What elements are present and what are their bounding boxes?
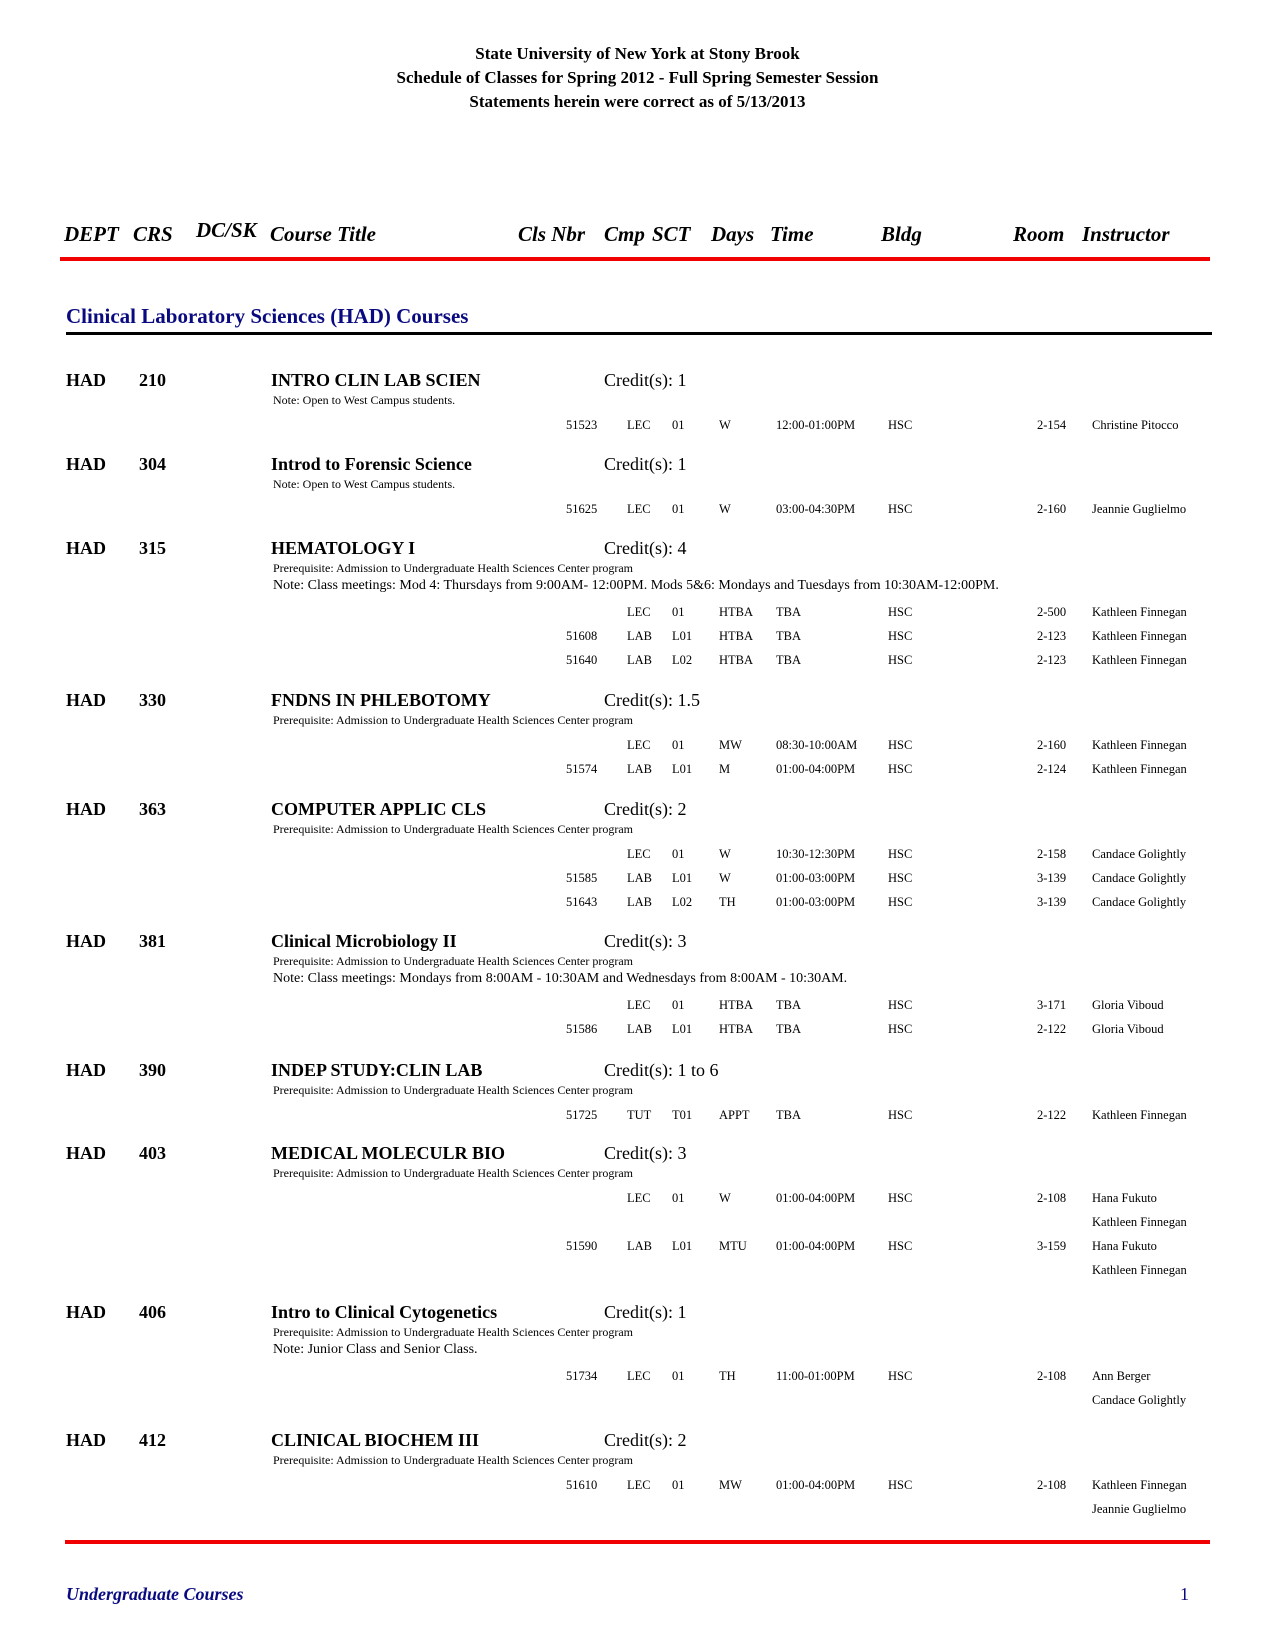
- course-prerequisite: Prerequisite: Admission to Undergraduate Health Sciences Center program: [273, 713, 634, 727]
- class-number: 51734: [566, 1369, 598, 1383]
- instructor-secondary: Kathleen Finnegan: [1092, 1215, 1187, 1229]
- footer-label: Undergraduate Courses: [66, 1584, 244, 1604]
- building: HSC: [888, 629, 913, 643]
- col-dcsk: DC/SK: [196, 218, 257, 242]
- course-prerequisite: Prerequisite: Admission to Undergraduate Health Sciences Center program: [273, 1453, 634, 1467]
- room: 2-108: [1037, 1369, 1067, 1383]
- instructor: Candace Golightly: [1092, 871, 1187, 885]
- class-number: 51585: [566, 871, 598, 885]
- time: TBA: [776, 1108, 801, 1122]
- instructor: Kathleen Finnegan: [1092, 762, 1187, 776]
- section-code: L02: [672, 653, 693, 667]
- course-dept: HAD: [66, 1143, 106, 1163]
- building: HSC: [888, 1478, 913, 1492]
- component: LEC: [627, 738, 651, 752]
- room: 2-124: [1037, 762, 1067, 776]
- course-number: 381: [139, 931, 166, 951]
- section-code: L01: [672, 1239, 693, 1253]
- building: HSC: [888, 871, 913, 885]
- building: HSC: [888, 1108, 913, 1122]
- building: HSC: [888, 1022, 913, 1036]
- course-title: HEMATOLOGY I: [271, 538, 416, 558]
- course-title: Introd to Forensic Science: [271, 454, 472, 474]
- course-title: Intro to Clinical Cytogenetics: [271, 1302, 498, 1322]
- course-prerequisite: Note: Open to West Campus students.: [273, 393, 456, 407]
- time: 01:00-04:00PM: [776, 1478, 856, 1492]
- component: TUT: [627, 1108, 652, 1122]
- section-code: L01: [672, 762, 693, 776]
- days: MW: [719, 738, 742, 752]
- time: TBA: [776, 605, 801, 619]
- instructor-secondary: Kathleen Finnegan: [1092, 1263, 1187, 1277]
- instructor: Kathleen Finnegan: [1092, 738, 1187, 752]
- course-prerequisite: Prerequisite: Admission to Undergraduate Health Sciences Center program: [273, 1083, 634, 1097]
- class-number: 51725: [566, 1108, 598, 1122]
- class-number: 51590: [566, 1239, 598, 1253]
- instructor: Gloria Viboud: [1092, 998, 1164, 1012]
- course-credits: Credit(s): 1: [604, 1302, 687, 1322]
- col-crs: CRS: [133, 222, 173, 246]
- component: LEC: [627, 1478, 651, 1492]
- course-prerequisite: Prerequisite: Admission to Undergraduate Health Sciences Center program: [273, 822, 634, 836]
- course-credits: Credit(s): 1: [604, 454, 687, 474]
- course-prerequisite: Prerequisite: Admission to Undergraduate Health Sciences Center program: [273, 1166, 634, 1180]
- col-cmp: Cmp: [604, 222, 645, 246]
- col-dept: DEPT: [64, 222, 119, 246]
- col-room: Room: [1013, 222, 1065, 246]
- building: HSC: [888, 1369, 913, 1383]
- class-number: 51643: [566, 895, 598, 909]
- days: HTBA: [719, 998, 754, 1012]
- class-number: 51586: [566, 1022, 598, 1036]
- course-title: INDEP STUDY:CLIN LAB: [271, 1060, 483, 1080]
- component: LAB: [627, 629, 652, 643]
- section-code: 01: [672, 998, 685, 1012]
- col-bldg: Bldg: [881, 222, 922, 246]
- instructor: Christine Pitocco: [1092, 418, 1179, 432]
- section-code: L01: [672, 871, 693, 885]
- building: HSC: [888, 738, 913, 752]
- time: 10:30-12:30PM: [776, 847, 856, 861]
- room: 2-122: [1037, 1022, 1067, 1036]
- course-number: 304: [139, 454, 166, 474]
- course-number: 210: [139, 370, 166, 390]
- component: LAB: [627, 895, 652, 909]
- days: HTBA: [719, 605, 754, 619]
- course-title: MEDICAL MOLECULR BIO: [271, 1143, 506, 1163]
- room: 2-108: [1037, 1191, 1067, 1205]
- instructor: Kathleen Finnegan: [1092, 605, 1187, 619]
- instructor: Jeannie Guglielmo: [1092, 502, 1187, 516]
- building: HSC: [888, 1239, 913, 1253]
- course-dept: HAD: [66, 690, 106, 710]
- days: W: [719, 847, 731, 861]
- days: MW: [719, 1478, 742, 1492]
- course-dept: HAD: [66, 370, 106, 390]
- time: 01:00-03:00PM: [776, 871, 856, 885]
- room: 2-123: [1037, 653, 1067, 667]
- component: LEC: [627, 847, 651, 861]
- class-number: 51608: [566, 629, 598, 643]
- days: M: [719, 762, 731, 776]
- course-number: 363: [139, 799, 166, 819]
- page-number: 1: [1180, 1584, 1189, 1604]
- course-title: COMPUTER APPLIC CLS: [271, 799, 487, 819]
- footer-divider-red: [65, 1540, 1210, 1544]
- course-number: 406: [139, 1302, 166, 1322]
- course-number: 412: [139, 1430, 166, 1450]
- component: LEC: [627, 418, 651, 432]
- component: LAB: [627, 871, 652, 885]
- col-cls-nbr: Cls Nbr: [518, 222, 586, 246]
- building: HSC: [888, 502, 913, 516]
- instructor: Candace Golightly: [1092, 847, 1187, 861]
- time: TBA: [776, 998, 801, 1012]
- building: HSC: [888, 418, 913, 432]
- course-credits: Credit(s): 3: [604, 931, 687, 951]
- component: LEC: [627, 1369, 651, 1383]
- room: 2-123: [1037, 629, 1067, 643]
- class-number: 51625: [566, 502, 598, 516]
- time: 01:00-04:00PM: [776, 1239, 856, 1253]
- course-note: Note: Junior Class and Senior Class.: [273, 1342, 478, 1357]
- days: APPT: [719, 1108, 750, 1122]
- instructor-secondary: Jeannie Guglielmo: [1092, 1502, 1187, 1516]
- days: W: [719, 1191, 731, 1205]
- section-code: 01: [672, 847, 685, 861]
- instructor: Gloria Viboud: [1092, 1022, 1164, 1036]
- section-code: 01: [672, 605, 685, 619]
- course-credits: Credit(s): 4: [604, 538, 687, 558]
- building: HSC: [888, 1191, 913, 1205]
- instructor: Hana Fukuto: [1092, 1239, 1157, 1253]
- course-dept: HAD: [66, 1302, 106, 1322]
- course-credits: Credit(s): 1: [604, 370, 687, 390]
- course-prerequisite: Prerequisite: Admission to Undergraduate Health Sciences Center program: [273, 954, 634, 968]
- course-title: CLINICAL BIOCHEM III: [271, 1430, 480, 1450]
- component: LAB: [627, 1022, 652, 1036]
- section-code: L02: [672, 895, 693, 909]
- days: TH: [719, 1369, 736, 1383]
- col-time: Time: [770, 222, 814, 246]
- course-number: 403: [139, 1143, 166, 1163]
- days: W: [719, 502, 731, 516]
- class-number: 51610: [566, 1478, 598, 1492]
- room: 3-159: [1037, 1239, 1067, 1253]
- room: 3-139: [1037, 895, 1067, 909]
- course-prerequisite: Prerequisite: Admission to Undergraduate Health Sciences Center program: [273, 1325, 634, 1339]
- header-statement-date: Statements herein were correct as of 5/13/2013: [469, 92, 806, 111]
- course-note: Note: Class meetings: Mod 4: Thursdays from 9:00AM- 12:00PM. Mods 5&6: Mondays and Tuesdays from 10:30AM-12:00PM.: [273, 578, 999, 593]
- course-dept: HAD: [66, 931, 106, 951]
- instructor: Kathleen Finnegan: [1092, 1108, 1187, 1122]
- section-code: 01: [672, 418, 685, 432]
- component: LEC: [627, 1191, 651, 1205]
- days: HTBA: [719, 629, 754, 643]
- course-credits: Credit(s): 1 to 6: [604, 1060, 719, 1080]
- component: LAB: [627, 1239, 652, 1253]
- days: W: [719, 418, 731, 432]
- course-number: 315: [139, 538, 166, 558]
- course-dept: HAD: [66, 1060, 106, 1080]
- course-note: Note: Class meetings: Mondays from 8:00AM - 10:30AM and Wednesdays from 8:00AM - 10:30AM.: [273, 971, 848, 986]
- course-dept: HAD: [66, 1430, 106, 1450]
- time: 12:00-01:00PM: [776, 418, 856, 432]
- section-title: Clinical Laboratory Sciences (HAD) Courses: [66, 304, 469, 328]
- instructor: Ann Berger: [1092, 1369, 1151, 1383]
- days: HTBA: [719, 1022, 754, 1036]
- course-dept: HAD: [66, 799, 106, 819]
- building: HSC: [888, 653, 913, 667]
- building: HSC: [888, 998, 913, 1012]
- course-credits: Credit(s): 2: [604, 1430, 687, 1450]
- header-university: State University of New York at Stony Brook: [475, 44, 800, 63]
- room: 3-171: [1037, 998, 1067, 1012]
- time: 03:00-04:30PM: [776, 502, 856, 516]
- course-credits: Credit(s): 1.5: [604, 690, 700, 710]
- building: HSC: [888, 847, 913, 861]
- class-number: 51523: [566, 418, 598, 432]
- instructor: Kathleen Finnegan: [1092, 653, 1187, 667]
- instructor: Kathleen Finnegan: [1092, 1478, 1187, 1492]
- time: 01:00-04:00PM: [776, 1191, 856, 1205]
- col-days: Days: [711, 222, 755, 246]
- room: 2-108: [1037, 1478, 1067, 1492]
- building: HSC: [888, 605, 913, 619]
- header-schedule-title: Schedule of Classes for Spring 2012 - Full Spring Semester Session: [396, 68, 879, 87]
- section-code: 01: [672, 1191, 685, 1205]
- time: 01:00-04:00PM: [776, 762, 856, 776]
- days: W: [719, 871, 731, 885]
- course-number: 390: [139, 1060, 166, 1080]
- room: 2-158: [1037, 847, 1067, 861]
- instructor-secondary: Candace Golightly: [1092, 1393, 1187, 1407]
- days: MTU: [719, 1239, 747, 1253]
- instructor: Hana Fukuto: [1092, 1191, 1157, 1205]
- time: 08:30-10:00AM: [776, 738, 858, 752]
- component: LAB: [627, 653, 652, 667]
- building: HSC: [888, 895, 913, 909]
- course-credits: Credit(s): 2: [604, 799, 687, 819]
- time: 01:00-03:00PM: [776, 895, 856, 909]
- course-prerequisite: Note: Open to West Campus students.: [273, 477, 456, 491]
- col-instructor: Instructor: [1082, 222, 1170, 246]
- instructor: Candace Golightly: [1092, 895, 1187, 909]
- component: LEC: [627, 502, 651, 516]
- room: 3-139: [1037, 871, 1067, 885]
- course-title: INTRO CLIN LAB SCIEN: [271, 370, 481, 390]
- header-divider-red: [60, 257, 1210, 261]
- section-code: 01: [672, 1478, 685, 1492]
- room: 2-160: [1037, 502, 1067, 516]
- section-code: 01: [672, 738, 685, 752]
- course-title: FNDNS IN PHLEBOTOMY: [271, 690, 491, 710]
- section-code: 01: [672, 502, 685, 516]
- building: HSC: [888, 762, 913, 776]
- col-sct: SCT: [652, 222, 691, 246]
- time: TBA: [776, 653, 801, 667]
- course-number: 330: [139, 690, 166, 710]
- section-code: 01: [672, 1369, 685, 1383]
- course-title: Clinical Microbiology II: [271, 931, 457, 951]
- time: TBA: [776, 629, 801, 643]
- class-number: 51574: [566, 762, 598, 776]
- section-code: T01: [672, 1108, 693, 1122]
- room: 2-160: [1037, 738, 1067, 752]
- course-dept: HAD: [66, 454, 106, 474]
- room: 2-122: [1037, 1108, 1067, 1122]
- section-divider: [66, 332, 1212, 335]
- section-code: L01: [672, 1022, 693, 1036]
- instructor: Kathleen Finnegan: [1092, 629, 1187, 643]
- room: 2-500: [1037, 605, 1067, 619]
- component: LEC: [627, 605, 651, 619]
- course-credits: Credit(s): 3: [604, 1143, 687, 1163]
- room: 2-154: [1037, 418, 1067, 432]
- component: LEC: [627, 998, 651, 1012]
- component: LAB: [627, 762, 652, 776]
- course-dept: HAD: [66, 538, 106, 558]
- days: TH: [719, 895, 736, 909]
- days: HTBA: [719, 653, 754, 667]
- course-prerequisite: Prerequisite: Admission to Undergraduate Health Sciences Center program: [273, 561, 634, 575]
- class-number: 51640: [566, 653, 598, 667]
- section-code: L01: [672, 629, 693, 643]
- col-course-title: Course Title: [270, 222, 376, 246]
- time: 11:00-01:00PM: [776, 1369, 855, 1383]
- time: TBA: [776, 1022, 801, 1036]
